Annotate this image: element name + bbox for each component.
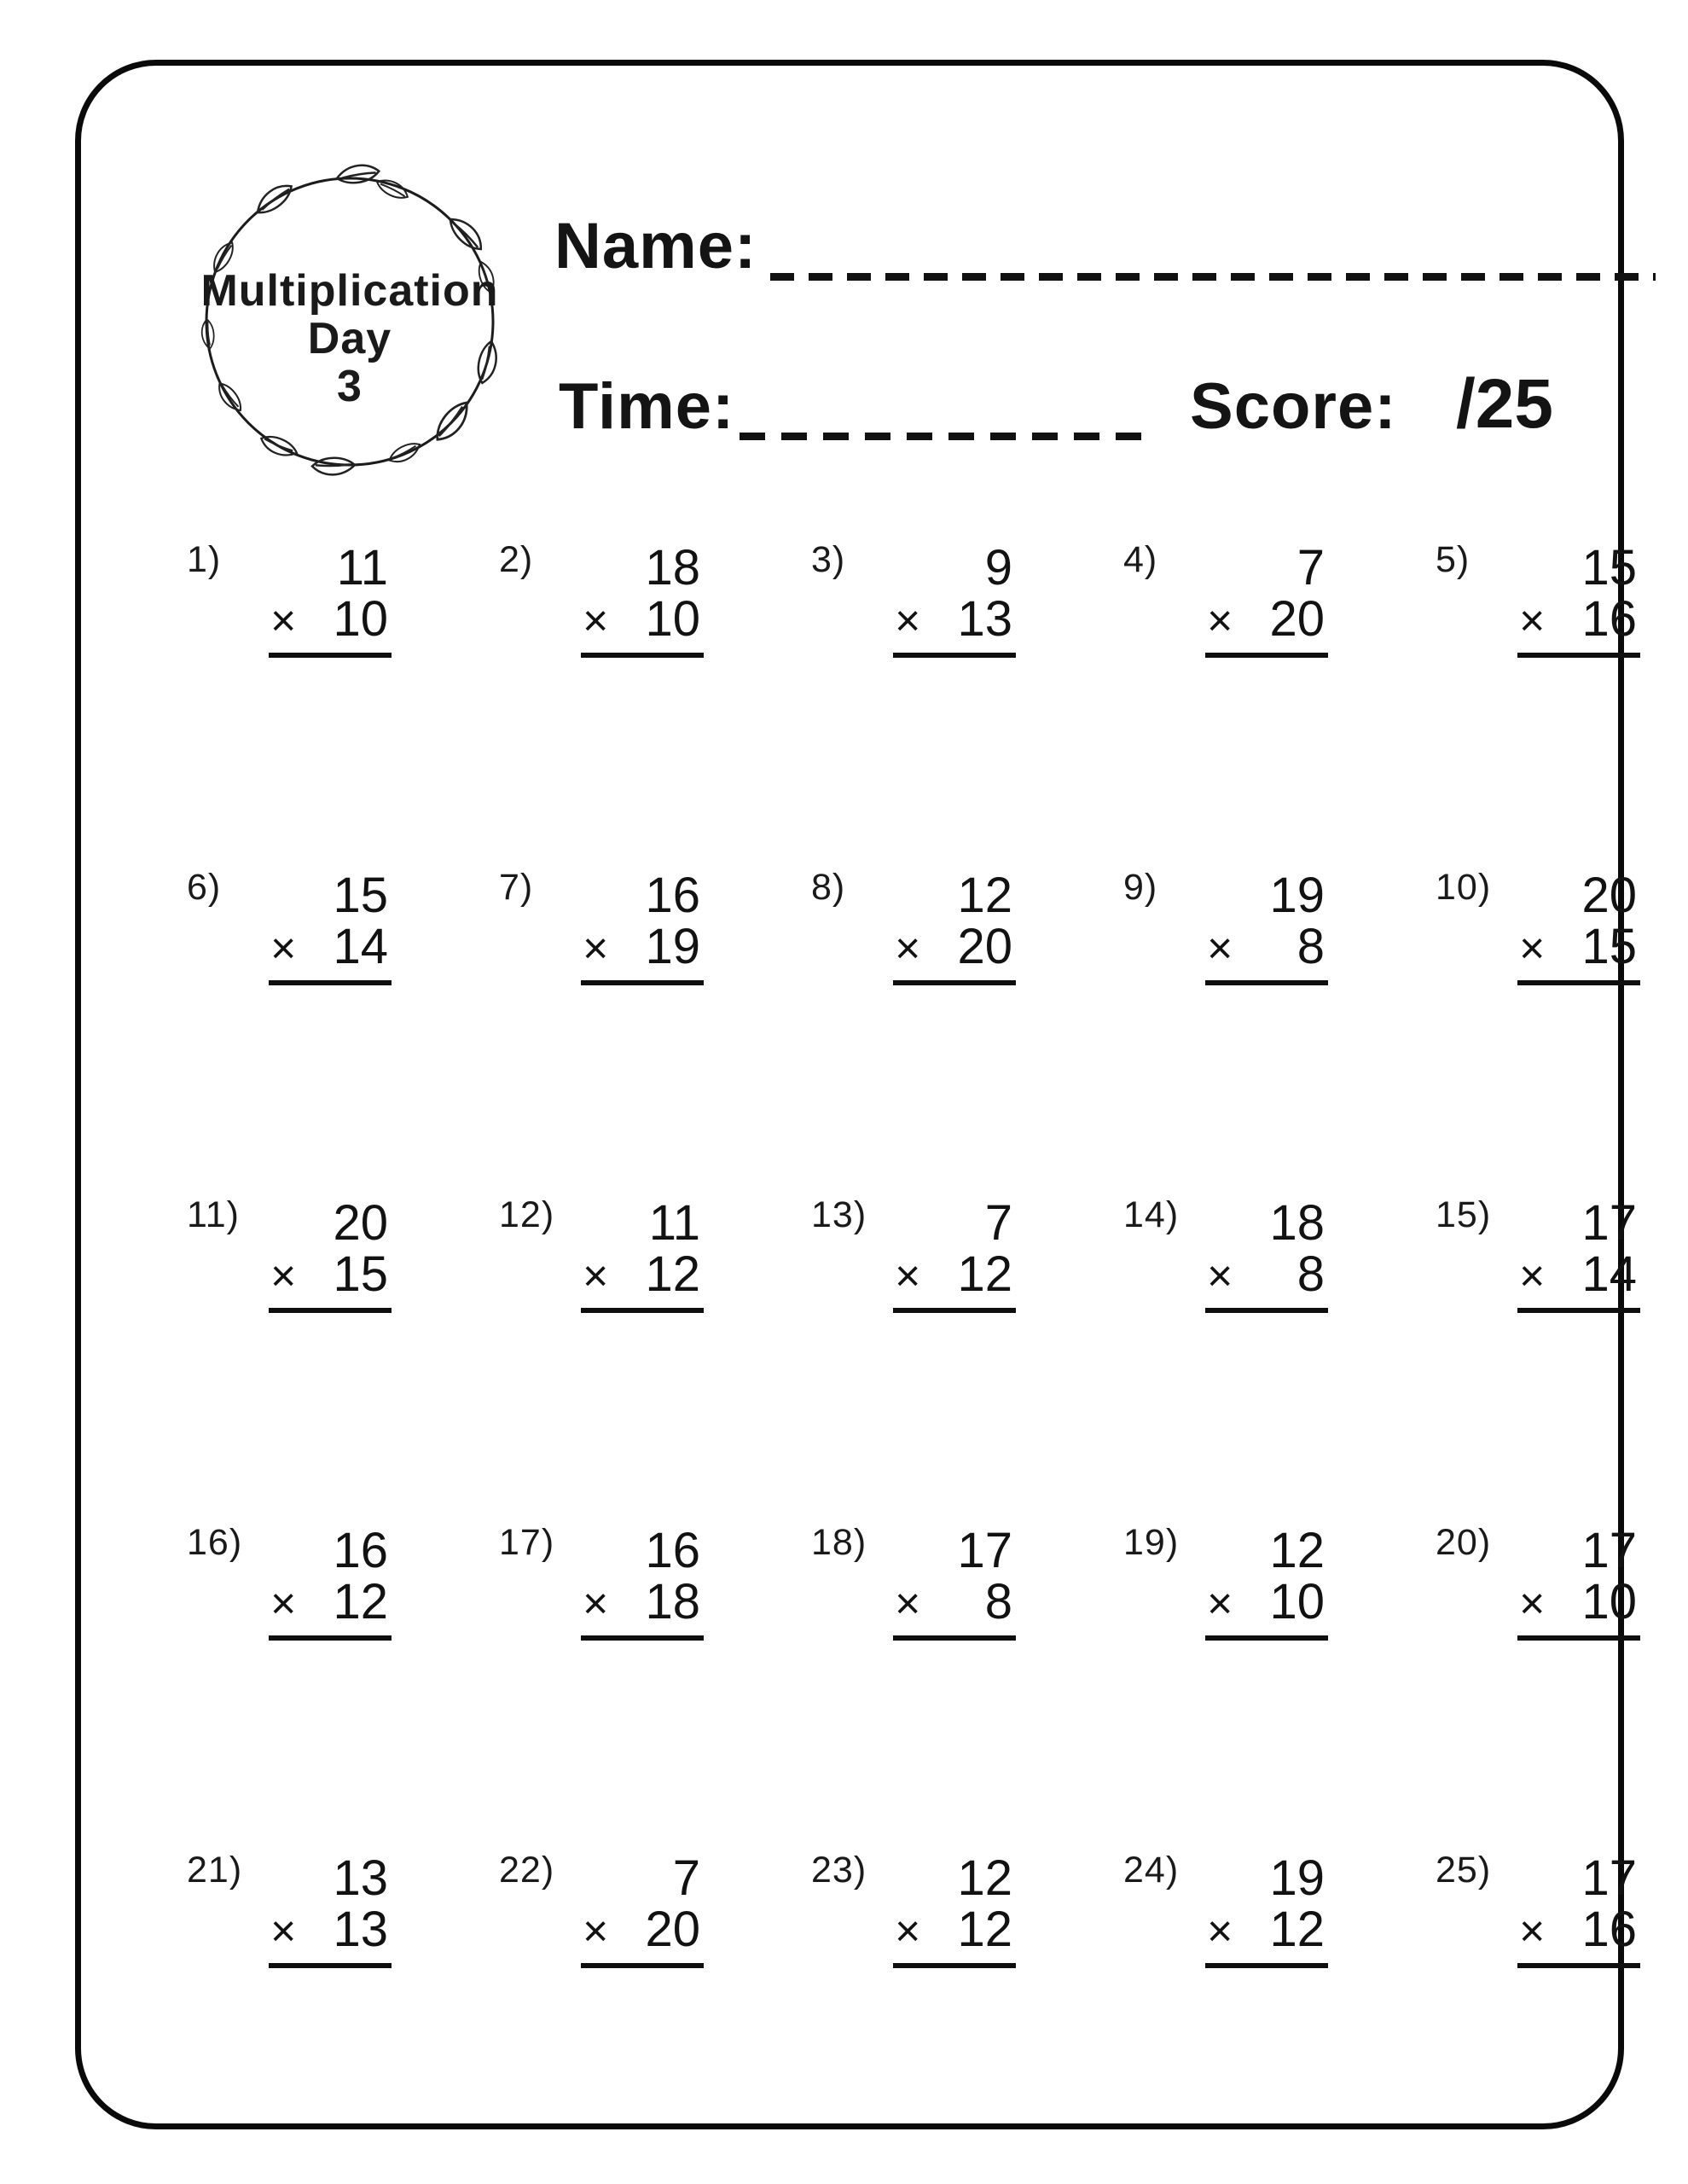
answer-area[interactable] (577, 1657, 709, 1827)
problem-block (581, 1195, 704, 1313)
problem-block (581, 870, 704, 985)
multiply-sign: × (1207, 924, 1233, 973)
answer-area[interactable] (890, 1984, 1021, 2155)
multiply-sign: × (583, 596, 609, 646)
multiply-sign: × (1519, 1579, 1546, 1629)
answer-area[interactable] (1202, 1984, 1333, 2155)
top-operand: 13 (333, 1850, 388, 1906)
top-operand: 15 (1581, 540, 1637, 595)
answer-area[interactable] (1202, 1002, 1333, 1172)
score-label: Score: (1190, 370, 1397, 443)
bottom-operand: 15 (1581, 919, 1637, 974)
answer-area[interactable] (577, 1984, 709, 2155)
bottom-operand: 16 (1581, 591, 1637, 647)
multiply-sign: × (895, 1907, 921, 1956)
bottom-operand: 13 (333, 1902, 388, 1957)
problem-block (1205, 1195, 1328, 1313)
top-operand: 20 (1581, 868, 1637, 923)
problem-number: 7) (499, 867, 534, 908)
problem-number: 24) (1123, 1850, 1180, 1891)
problem-cell (1120, 537, 1432, 865)
multiply-sign: × (1519, 1252, 1546, 1301)
multiply-sign: × (583, 1252, 609, 1301)
bottom-operand: 20 (645, 1902, 700, 1957)
problem-cell (183, 1520, 496, 1848)
answer-area[interactable] (265, 1329, 397, 1500)
logo-line-3: 3 (337, 362, 363, 411)
multiply-sign: × (1519, 596, 1546, 646)
answer-area[interactable] (890, 674, 1021, 845)
problem-block (581, 1850, 704, 1968)
problem-cell (1432, 1520, 1688, 1848)
multiply-sign: × (1207, 1579, 1233, 1629)
multiply-sign: × (1519, 1907, 1546, 1956)
problem-block (893, 1195, 1016, 1313)
problem-block (1517, 1525, 1640, 1641)
problem-number: 8) (811, 867, 846, 908)
time-input-line[interactable] (740, 433, 1152, 440)
problem-cell (1120, 1520, 1432, 1848)
problem-number: 5) (1436, 539, 1470, 580)
top-operand: 16 (645, 1523, 700, 1578)
top-operand: 16 (333, 1523, 388, 1578)
problem-block (269, 1195, 392, 1313)
problem-block (893, 540, 1016, 658)
bottom-operand: 12 (1269, 1902, 1325, 1957)
bottom-operand: 19 (645, 919, 700, 974)
bottom-operand: 12 (957, 1902, 1012, 1957)
problem-block (269, 1525, 392, 1641)
score-input-blank[interactable] (1395, 383, 1454, 438)
answer-area[interactable] (1202, 674, 1333, 845)
problem-cell (1120, 865, 1432, 1193)
problem-number: 15) (1436, 1194, 1492, 1235)
answer-area[interactable] (577, 1002, 709, 1172)
multiply-sign: × (270, 1252, 297, 1301)
problem-block (1517, 1850, 1640, 1968)
page-border (75, 60, 1637, 2129)
problem-cell (496, 1193, 808, 1520)
problem-cell (1120, 1193, 1432, 1520)
multiply-sign: × (1207, 1907, 1233, 1956)
bottom-operand: 15 (333, 1246, 388, 1302)
problem-cell (496, 1520, 808, 1848)
problem-cell (183, 1848, 496, 2175)
multiply-sign: × (583, 924, 609, 973)
bottom-operand: 16 (1581, 1902, 1637, 1957)
bottom-operand: 18 (645, 1574, 700, 1629)
answer-area[interactable] (265, 1002, 397, 1172)
multiply-sign: × (895, 1579, 921, 1629)
top-operand: 12 (957, 1850, 1012, 1906)
problem-block (1517, 870, 1640, 985)
problem-number: 19) (1123, 1522, 1180, 1563)
time-label: Time: (559, 370, 735, 443)
problem-block (1517, 1195, 1640, 1313)
problem-number: 14) (1123, 1194, 1180, 1235)
problem-block (269, 540, 392, 658)
problem-block (893, 870, 1016, 985)
multiply-sign: × (1207, 1252, 1233, 1301)
bottom-operand: 10 (333, 591, 388, 647)
top-operand: 19 (1269, 868, 1325, 923)
problem-cell (1432, 1193, 1688, 1520)
problem-cell (496, 537, 808, 865)
bottom-operand: 20 (1269, 591, 1325, 647)
score-total: /25 (1456, 365, 1553, 443)
bottom-operand: 12 (957, 1246, 1012, 1302)
problem-block (581, 1525, 704, 1641)
answer-area[interactable] (577, 674, 709, 845)
top-operand: 7 (984, 1195, 1012, 1251)
answer-area[interactable] (1514, 674, 1645, 845)
problem-block (893, 1850, 1016, 1968)
bottom-operand: 10 (1269, 1574, 1325, 1629)
problem-cell (183, 865, 496, 1193)
problem-number: 13) (811, 1194, 867, 1235)
bottom-operand: 13 (957, 591, 1012, 647)
answer-area[interactable] (1202, 1657, 1333, 1827)
bottom-operand: 12 (645, 1246, 700, 1302)
multiply-sign: × (270, 924, 297, 973)
problem-cell (496, 865, 808, 1193)
problem-number: 18) (811, 1522, 867, 1563)
logo-line-1: Multiplication (200, 266, 499, 316)
name-label: Name: (554, 210, 757, 282)
problem-block (1205, 870, 1328, 985)
bottom-operand: 12 (333, 1574, 388, 1629)
multiply-sign: × (270, 1907, 297, 1956)
problem-cell (808, 537, 1120, 865)
bottom-operand: 14 (1581, 1246, 1637, 1302)
answer-area[interactable] (1514, 1984, 1645, 2155)
problem-number: 1) (187, 539, 222, 580)
top-operand: 20 (333, 1195, 388, 1251)
logo-title (175, 267, 525, 410)
top-operand: 17 (1581, 1195, 1637, 1251)
problem-block (1205, 540, 1328, 658)
problem-cell (183, 1193, 496, 1520)
problem-number: 2) (499, 539, 534, 580)
problem-block (269, 870, 392, 985)
answer-area[interactable] (890, 1329, 1021, 1500)
bottom-operand: 8 (1296, 919, 1325, 974)
problem-number: 3) (811, 539, 846, 580)
bottom-operand: 8 (984, 1574, 1012, 1629)
problem-block (269, 1850, 392, 1968)
top-operand: 18 (645, 540, 700, 595)
top-operand: 16 (645, 868, 700, 923)
top-operand: 19 (1269, 1850, 1325, 1906)
problem-number: 4) (1123, 539, 1158, 580)
bottom-operand: 10 (1581, 1574, 1637, 1629)
problem-cell (183, 537, 496, 865)
answer-area[interactable] (890, 1657, 1021, 1827)
problem-number: 12) (499, 1194, 555, 1235)
multiply-sign: × (1519, 924, 1546, 973)
problem-cell (1432, 865, 1688, 1193)
multiply-sign: × (1207, 596, 1233, 646)
problem-number: 22) (499, 1850, 555, 1891)
problem-block (1205, 1850, 1328, 1968)
bottom-operand: 10 (645, 591, 700, 647)
multiply-sign: × (895, 596, 921, 646)
problem-block (1205, 1525, 1328, 1641)
multiply-sign: × (270, 596, 297, 646)
top-operand: 11 (336, 540, 388, 595)
multiply-sign: × (895, 924, 921, 973)
problem-cell (808, 1848, 1120, 2175)
answer-area[interactable] (1514, 1329, 1645, 1500)
problem-cell (808, 865, 1120, 1193)
answer-area[interactable] (577, 1329, 709, 1500)
bottom-operand: 20 (957, 919, 1012, 974)
top-operand: 17 (1581, 1523, 1637, 1578)
problem-block (893, 1525, 1016, 1641)
problem-cell (808, 1520, 1120, 1848)
problem-block (1517, 540, 1640, 658)
problem-number: 25) (1436, 1850, 1492, 1891)
answer-area[interactable] (1514, 1657, 1645, 1827)
problem-number: 9) (1123, 867, 1158, 908)
top-operand: 18 (1269, 1195, 1325, 1251)
problem-number: 23) (811, 1850, 867, 1891)
problem-number: 11) (187, 1194, 240, 1235)
multiply-sign: × (583, 1579, 609, 1629)
problem-number: 21) (187, 1850, 243, 1891)
answer-area[interactable] (1202, 1329, 1333, 1500)
problem-number: 17) (499, 1522, 555, 1563)
answer-area[interactable] (265, 1657, 397, 1827)
top-operand: 17 (1581, 1850, 1637, 1906)
answer-area[interactable] (265, 1984, 397, 2155)
top-operand: 15 (333, 868, 388, 923)
top-operand: 9 (984, 540, 1012, 595)
problem-cell (1432, 537, 1688, 865)
problem-cell (808, 1193, 1120, 1520)
problem-number: 16) (187, 1522, 243, 1563)
top-operand: 12 (1269, 1523, 1325, 1578)
problem-cell (1120, 1848, 1432, 2175)
problems-grid (183, 537, 1688, 2175)
top-operand: 11 (648, 1195, 700, 1251)
answer-area[interactable] (1514, 1002, 1645, 1172)
problem-number: 6) (187, 867, 222, 908)
name-input-line[interactable] (770, 273, 1656, 281)
answer-area[interactable] (265, 674, 397, 845)
problem-block (581, 540, 704, 658)
bottom-operand: 8 (1296, 1246, 1325, 1302)
answer-area[interactable] (890, 1002, 1021, 1172)
multiply-sign: × (895, 1252, 921, 1301)
top-operand: 7 (1296, 540, 1325, 595)
multiply-sign: × (270, 1579, 297, 1629)
logo-line-2: Day (307, 314, 392, 363)
bottom-operand: 14 (333, 919, 388, 974)
problem-cell (496, 1848, 808, 2175)
problem-number: 10) (1436, 867, 1492, 908)
problem-number: 20) (1436, 1522, 1492, 1563)
top-operand: 17 (957, 1523, 1012, 1578)
top-operand: 7 (672, 1850, 700, 1906)
multiply-sign: × (583, 1907, 609, 1956)
top-operand: 12 (957, 868, 1012, 923)
problem-cell (1432, 1848, 1688, 2175)
